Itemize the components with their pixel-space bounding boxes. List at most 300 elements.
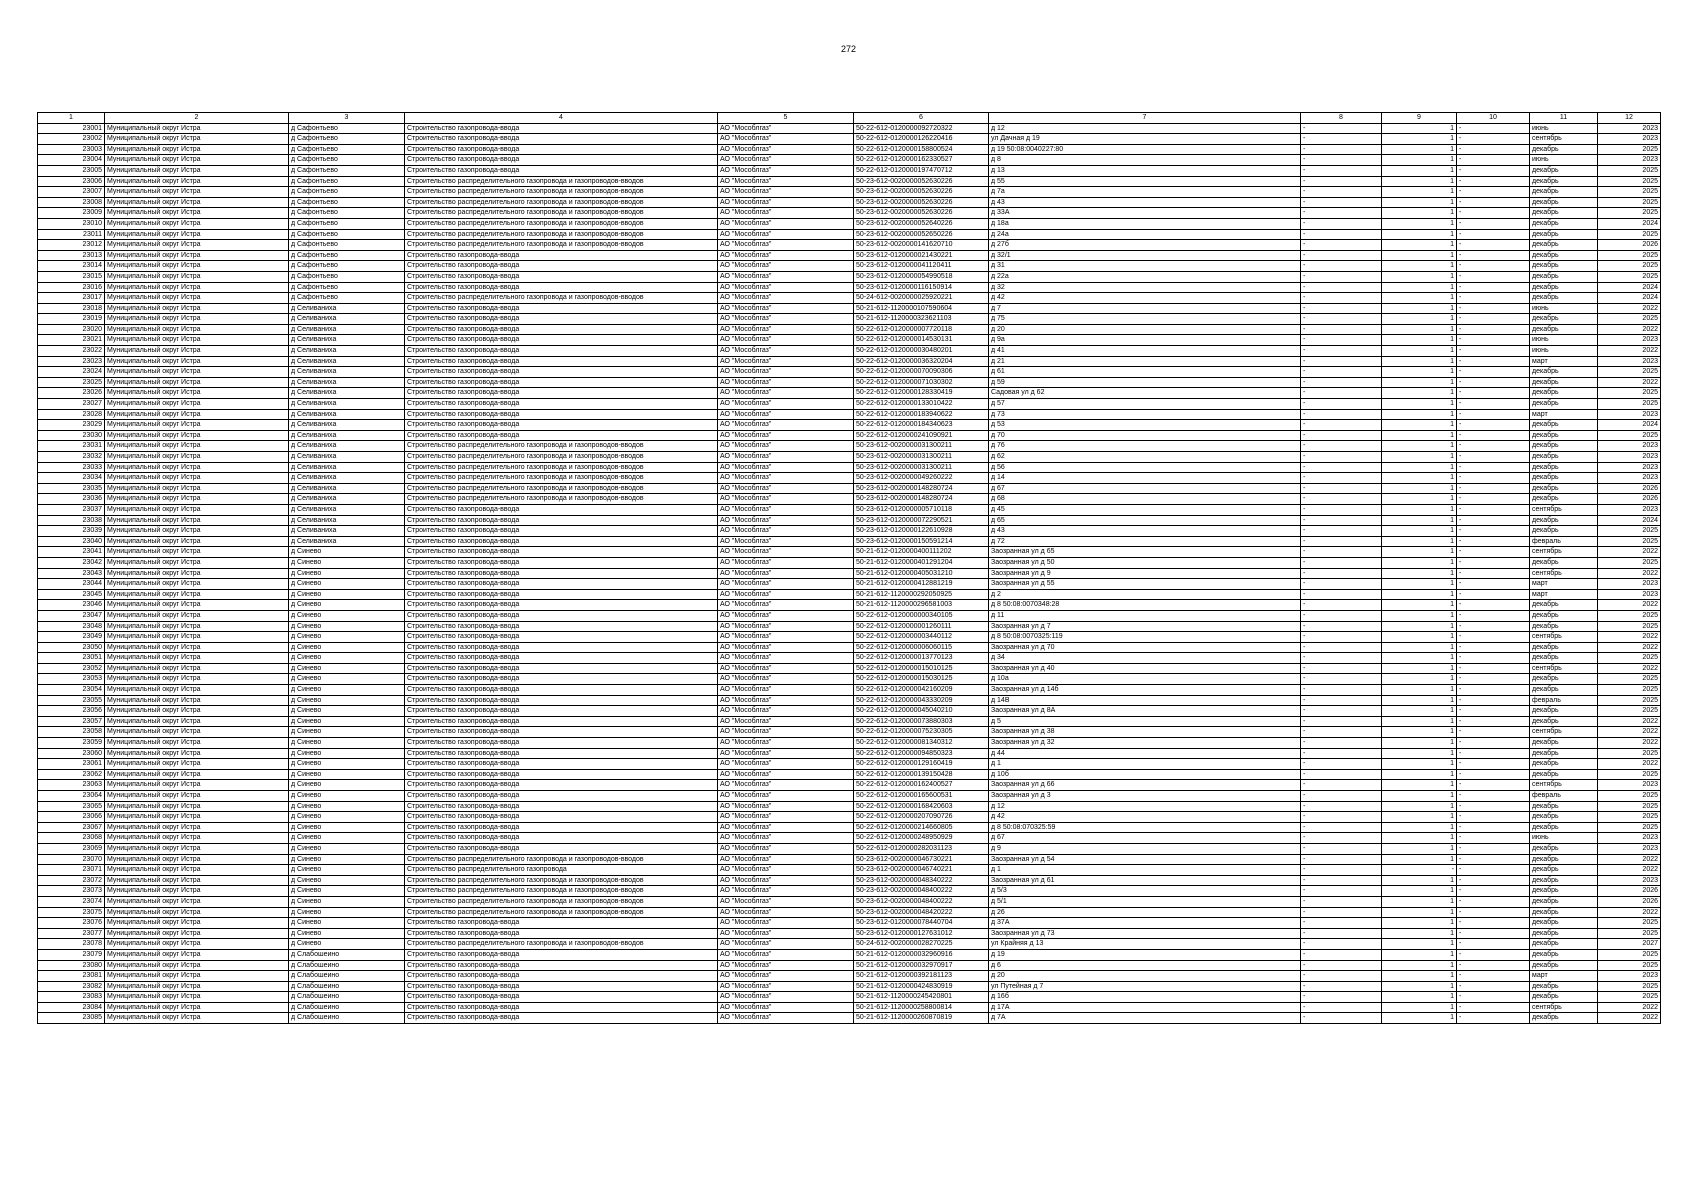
cell-settlement: д Сафонтьево — [289, 293, 405, 304]
cell-month: декабрь — [1530, 738, 1598, 749]
cell-month: декабрь — [1530, 896, 1598, 907]
cell-col-8: - — [1301, 960, 1382, 971]
cell-col-8: - — [1301, 229, 1382, 240]
cell-application-number: 50-23-612-0120000072290521 — [854, 515, 989, 526]
table-row — [38, 971, 1661, 982]
cell-municipality: Муниципальный округ Истра — [105, 240, 289, 251]
cell-col-8: - — [1301, 854, 1382, 865]
cell-work-type: Строительство газопровода-ввода — [405, 695, 718, 706]
cell-year: 2022 — [1598, 324, 1661, 335]
cell-settlement: д Сафонтьево — [289, 176, 405, 187]
cell-work-type: Строительство газопровода-ввода — [405, 282, 718, 293]
cell-municipality: Муниципальный округ Истра — [105, 473, 289, 484]
cell-address: д 42 — [989, 293, 1301, 304]
cell-count: 1 — [1382, 123, 1457, 134]
cell-municipality: Муниципальный округ Истра — [105, 303, 289, 314]
cell-application-number: 50-23-612-0020000052630226 — [854, 197, 989, 208]
cell-address: д 31 — [989, 261, 1301, 272]
cell-year: 2025 — [1598, 769, 1661, 780]
cell-col-10: - — [1457, 960, 1530, 971]
cell-col-8: - — [1301, 812, 1382, 823]
cell-month: декабрь — [1530, 621, 1598, 632]
cell-count: 1 — [1382, 134, 1457, 145]
cell-settlement: д Синево — [289, 791, 405, 802]
cell-year: 2025 — [1598, 388, 1661, 399]
cell-work-type: Строительство газопровода-ввода — [405, 324, 718, 335]
cell-col-8: - — [1301, 367, 1382, 378]
cell-count: 1 — [1382, 610, 1457, 621]
cell-address: Заозранная ул д 7 — [989, 621, 1301, 632]
table-row — [38, 218, 1661, 229]
cell-address: д 21 — [989, 356, 1301, 367]
cell-municipality: Муниципальный округ Истра — [105, 356, 289, 367]
cell-address: д 43 — [989, 526, 1301, 537]
cell-municipality: Муниципальный округ Истра — [105, 812, 289, 823]
cell-municipality: Муниципальный округ Истра — [105, 791, 289, 802]
cell-year: 2023 — [1598, 462, 1661, 473]
cell-year: 2022 — [1598, 727, 1661, 738]
cell-col-10: - — [1457, 356, 1530, 367]
cell-col-10: - — [1457, 208, 1530, 219]
cell-work-type: Строительство газопровода-ввода — [405, 515, 718, 526]
cell-month: декабрь — [1530, 208, 1598, 219]
cell-year: 2025 — [1598, 812, 1661, 823]
cell-col-10: - — [1457, 165, 1530, 176]
cell-month: февраль — [1530, 536, 1598, 547]
cell-work-type: Строительство газопровода-ввода — [405, 928, 718, 939]
cell-application-number: 50-22-612-0120000184340623 — [854, 420, 989, 431]
cell-settlement: д Синево — [289, 547, 405, 558]
cell-year: 2022 — [1598, 600, 1661, 611]
cell-address: д 32/1 — [989, 250, 1301, 261]
cell-organization: АО "Мособлгаз" — [718, 981, 854, 992]
cell-row-number: 23077 — [38, 928, 105, 939]
table-row — [38, 250, 1661, 261]
cell-work-type: Строительство газопровода-ввода — [405, 388, 718, 399]
cell-application-number: 50-21-612-1120000258800814 — [854, 1002, 989, 1013]
cell-col-10: - — [1457, 1002, 1530, 1013]
cell-municipality: Муниципальный округ Истра — [105, 886, 289, 897]
table-row — [38, 547, 1661, 558]
cell-row-number: 23006 — [38, 176, 105, 187]
cell-organization: АО "Мособлгаз" — [718, 123, 854, 134]
cell-application-number: 50-23-612-0020000148280724 — [854, 494, 989, 505]
cell-organization: АО "Мособлгаз" — [718, 610, 854, 621]
cell-organization: АО "Мособлгаз" — [718, 314, 854, 325]
cell-application-number: 50-21-612-0120000412881219 — [854, 579, 989, 590]
cell-row-number: 23011 — [38, 229, 105, 240]
cell-application-number: 50-23-612-0120000041120411 — [854, 261, 989, 272]
cell-row-number: 23041 — [38, 547, 105, 558]
cell-organization: АО "Мособлгаз" — [718, 335, 854, 346]
cell-row-number: 23013 — [38, 250, 105, 261]
cell-count: 1 — [1382, 738, 1457, 749]
cell-count: 1 — [1382, 399, 1457, 410]
table-row — [38, 1013, 1661, 1024]
cell-settlement: д Селиваниха — [289, 473, 405, 484]
cell-municipality: Муниципальный округ Истра — [105, 579, 289, 590]
cell-count: 1 — [1382, 536, 1457, 547]
cell-month: февраль — [1530, 791, 1598, 802]
cell-col-10: - — [1457, 822, 1530, 833]
cell-application-number: 50-23-612-0020000052630226 — [854, 208, 989, 219]
cell-work-type: Строительство распределительного газопровода и газопроводов-вводов — [405, 462, 718, 473]
table-row — [38, 409, 1661, 420]
cell-work-type: Строительство газопровода-ввода — [405, 526, 718, 537]
cell-row-number: 23061 — [38, 759, 105, 770]
cell-count: 1 — [1382, 833, 1457, 844]
cell-row-number: 23079 — [38, 949, 105, 960]
cell-col-8: - — [1301, 1002, 1382, 1013]
cell-year: 2025 — [1598, 526, 1661, 537]
cell-col-10: - — [1457, 663, 1530, 674]
cell-work-type: Строительство газопровода-ввода — [405, 600, 718, 611]
cell-application-number: 50-22-612-0120000071030302 — [854, 377, 989, 388]
cell-count: 1 — [1382, 1002, 1457, 1013]
register-table — [37, 112, 1661, 1024]
cell-row-number: 23052 — [38, 663, 105, 674]
cell-address: Заозранная ул д 54 — [989, 854, 1301, 865]
cell-organization: АО "Мособлгаз" — [718, 483, 854, 494]
cell-year: 2025 — [1598, 791, 1661, 802]
cell-work-type: Строительство газопровода-ввода — [405, 685, 718, 696]
cell-col-10: - — [1457, 250, 1530, 261]
cell-settlement: д Селиваниха — [289, 335, 405, 346]
cell-year: 2025 — [1598, 430, 1661, 441]
cell-application-number: 50-22-612-0120000183940622 — [854, 409, 989, 420]
cell-month: декабрь — [1530, 430, 1598, 441]
cell-work-type: Строительство распределительного газопровода и газопроводов-вводов — [405, 240, 718, 251]
cell-row-number: 23005 — [38, 165, 105, 176]
cell-col-8: - — [1301, 589, 1382, 600]
cell-application-number: 50-22-612-0120000241090921 — [854, 430, 989, 441]
cell-municipality: Муниципальный округ Истра — [105, 589, 289, 600]
cell-work-type: Строительство газопровода-ввода — [405, 822, 718, 833]
cell-count: 1 — [1382, 791, 1457, 802]
cell-work-type: Строительство газопровода-ввода — [405, 992, 718, 1003]
cell-settlement: д Синево — [289, 642, 405, 653]
cell-col-8: - — [1301, 303, 1382, 314]
cell-organization: АО "Мособлгаз" — [718, 324, 854, 335]
cell-count: 1 — [1382, 483, 1457, 494]
cell-row-number: 23026 — [38, 388, 105, 399]
cell-municipality: Муниципальный округ Истра — [105, 388, 289, 399]
cell-address: д 5/1 — [989, 896, 1301, 907]
cell-address: д 1 — [989, 759, 1301, 770]
cell-address: Заозранная ул д 50 — [989, 557, 1301, 568]
cell-col-8: - — [1301, 918, 1382, 929]
cell-year: 2022 — [1598, 854, 1661, 865]
cell-organization: АО "Мособлгаз" — [718, 144, 854, 155]
table-row — [38, 271, 1661, 282]
cell-col-10: - — [1457, 452, 1530, 463]
cell-year: 2023 — [1598, 780, 1661, 791]
cell-row-number: 23081 — [38, 971, 105, 982]
cell-application-number: 50-21-612-1120000292050925 — [854, 589, 989, 600]
cell-work-type: Строительство распределительного газопровода и газопроводов-вводов — [405, 187, 718, 198]
table-row — [38, 801, 1661, 812]
cell-count: 1 — [1382, 282, 1457, 293]
cell-year: 2025 — [1598, 981, 1661, 992]
cell-row-number: 23032 — [38, 452, 105, 463]
cell-work-type: Строительство распределительного газопровода и газопроводов-вводов — [405, 441, 718, 452]
cell-organization: АО "Мособлгаз" — [718, 293, 854, 304]
cell-application-number: 50-22-612-0120000214660805 — [854, 822, 989, 833]
cell-organization: АО "Мособлгаз" — [718, 600, 854, 611]
cell-work-type: Строительство распределительного газопровода и газопроводов-вводов — [405, 218, 718, 229]
cell-organization: АО "Мособлгаз" — [718, 685, 854, 696]
cell-month: декабрь — [1530, 388, 1598, 399]
cell-row-number: 23068 — [38, 833, 105, 844]
cell-municipality: Муниципальный округ Истра — [105, 769, 289, 780]
cell-month: декабрь — [1530, 144, 1598, 155]
cell-col-8: - — [1301, 939, 1382, 950]
cell-work-type: Строительство распределительного газопровода и газопроводов-вводов — [405, 452, 718, 463]
cell-organization: АО "Мособлгаз" — [718, 165, 854, 176]
cell-year: 2023 — [1598, 504, 1661, 515]
cell-month: март — [1530, 579, 1598, 590]
cell-application-number: 50-22-612-0120000162330527 — [854, 155, 989, 166]
cell-settlement: д Селиваниха — [289, 462, 405, 473]
cell-col-10: - — [1457, 409, 1530, 420]
cell-month: декабрь — [1530, 1013, 1598, 1024]
cell-month: декабрь — [1530, 494, 1598, 505]
cell-application-number: 50-22-612-0120000015010125 — [854, 663, 989, 674]
cell-row-number: 23058 — [38, 727, 105, 738]
cell-work-type: Строительство газопровода-ввода — [405, 663, 718, 674]
cell-settlement: д Сафонтьево — [289, 229, 405, 240]
cell-col-10: - — [1457, 176, 1530, 187]
cell-month: декабрь — [1530, 557, 1598, 568]
cell-settlement: д Синево — [289, 716, 405, 727]
cell-row-number: 23045 — [38, 589, 105, 600]
cell-year: 2022 — [1598, 716, 1661, 727]
cell-col-10: - — [1457, 557, 1530, 568]
cell-application-number: 50-22-612-0120000036320204 — [854, 356, 989, 367]
cell-col-10: - — [1457, 430, 1530, 441]
cell-application-number: 50-21-612-0120000400111202 — [854, 547, 989, 558]
cell-address: д 70 — [989, 430, 1301, 441]
cell-row-number: 23012 — [38, 240, 105, 251]
cell-count: 1 — [1382, 875, 1457, 886]
cell-year: 2026 — [1598, 896, 1661, 907]
cell-address: д 1 — [989, 865, 1301, 876]
cell-address: д 34 — [989, 653, 1301, 664]
cell-address: Заозранная ул д 65 — [989, 547, 1301, 558]
cell-col-10: - — [1457, 462, 1530, 473]
cell-year: 2023 — [1598, 155, 1661, 166]
cell-count: 1 — [1382, 918, 1457, 929]
cell-count: 1 — [1382, 589, 1457, 600]
cell-col-8: - — [1301, 399, 1382, 410]
cell-settlement: д Синево — [289, 875, 405, 886]
cell-row-number: 23049 — [38, 632, 105, 643]
cell-col-10: - — [1457, 971, 1530, 982]
cell-col-10: - — [1457, 536, 1530, 547]
cell-organization: АО "Мособлгаз" — [718, 589, 854, 600]
table-row — [38, 738, 1661, 749]
cell-col-10: - — [1457, 547, 1530, 558]
cell-organization: АО "Мособлгаз" — [718, 250, 854, 261]
cell-year: 2022 — [1598, 547, 1661, 558]
cell-col-10: - — [1457, 843, 1530, 854]
cell-col-8: - — [1301, 356, 1382, 367]
table-row — [38, 992, 1661, 1003]
cell-month: июнь — [1530, 346, 1598, 357]
cell-address: д 61 — [989, 367, 1301, 378]
cell-month: декабрь — [1530, 748, 1598, 759]
cell-work-type: Строительство газопровода-ввода — [405, 399, 718, 410]
cell-application-number: 50-21-612-1120000323621103 — [854, 314, 989, 325]
cell-organization: АО "Мособлгаз" — [718, 303, 854, 314]
cell-organization: АО "Мособлгаз" — [718, 1002, 854, 1013]
cell-month: декабрь — [1530, 928, 1598, 939]
cell-month: декабрь — [1530, 949, 1598, 960]
cell-address: Заозранная ул д 3 — [989, 791, 1301, 802]
cell-col-10: - — [1457, 293, 1530, 304]
cell-year: 2023 — [1598, 123, 1661, 134]
cell-col-8: - — [1301, 335, 1382, 346]
cell-municipality: Муниципальный округ Истра — [105, 600, 289, 611]
cell-settlement: д Селиваниха — [289, 324, 405, 335]
cell-col-10: - — [1457, 992, 1530, 1003]
cell-settlement: д Синево — [289, 653, 405, 664]
cell-col-10: - — [1457, 483, 1530, 494]
cell-col-10: - — [1457, 674, 1530, 685]
cell-application-number: 50-22-612-0120000015030125 — [854, 674, 989, 685]
col-header-4: 4 — [405, 113, 718, 124]
cell-settlement: д Селиваниха — [289, 377, 405, 388]
cell-application-number: 50-22-612-0120000248950929 — [854, 833, 989, 844]
cell-month: декабрь — [1530, 229, 1598, 240]
cell-application-number: 50-22-612-0120000162400527 — [854, 780, 989, 791]
cell-col-10: - — [1457, 610, 1530, 621]
cell-settlement: д Слабошеино — [289, 1002, 405, 1013]
cell-col-8: - — [1301, 695, 1382, 706]
cell-count: 1 — [1382, 801, 1457, 812]
cell-col-8: - — [1301, 928, 1382, 939]
cell-address: д 18а — [989, 218, 1301, 229]
cell-settlement: д Синево — [289, 833, 405, 844]
cell-row-number: 23031 — [38, 441, 105, 452]
table-row — [38, 653, 1661, 664]
cell-year: 2023 — [1598, 441, 1661, 452]
cell-work-type: Строительство распределительного газопровода и газопроводов-вводов — [405, 473, 718, 484]
cell-organization: АО "Мособлгаз" — [718, 865, 854, 876]
cell-col-10: - — [1457, 494, 1530, 505]
cell-settlement: д Синево — [289, 621, 405, 632]
cell-month: декабрь — [1530, 399, 1598, 410]
cell-settlement: д Синево — [289, 727, 405, 738]
cell-address: д 53 — [989, 420, 1301, 431]
cell-application-number: 50-24-612-0020000025920221 — [854, 293, 989, 304]
page-number: 272 — [840, 44, 857, 54]
cell-municipality: Муниципальный округ Истра — [105, 218, 289, 229]
cell-row-number: 23019 — [38, 314, 105, 325]
cell-count: 1 — [1382, 547, 1457, 558]
cell-col-8: - — [1301, 420, 1382, 431]
cell-settlement: д Сафонтьево — [289, 261, 405, 272]
cell-organization: АО "Мособлгаз" — [718, 515, 854, 526]
cell-work-type: Строительство распределительного газопровода и газопроводов-вводов — [405, 176, 718, 187]
cell-address: д 59 — [989, 377, 1301, 388]
cell-row-number: 23067 — [38, 822, 105, 833]
cell-month: декабрь — [1530, 261, 1598, 272]
cell-application-number: 50-23-612-0020000048420222 — [854, 907, 989, 918]
cell-year: 2022 — [1598, 568, 1661, 579]
cell-month: сентябрь — [1530, 547, 1598, 558]
cell-col-10: - — [1457, 123, 1530, 134]
cell-month: декабрь — [1530, 674, 1598, 685]
cell-municipality: Муниципальный округ Истра — [105, 155, 289, 166]
cell-count: 1 — [1382, 653, 1457, 664]
cell-address: д 6 — [989, 960, 1301, 971]
cell-work-type: Строительство распределительного газопровода и газопроводов-вводов — [405, 896, 718, 907]
cell-application-number: 50-22-612-0120000030480201 — [854, 346, 989, 357]
cell-month: сентябрь — [1530, 632, 1598, 643]
cell-work-type: Строительство газопровода-ввода — [405, 303, 718, 314]
cell-address: д 16б — [989, 992, 1301, 1003]
table-row — [38, 589, 1661, 600]
cell-row-number: 23046 — [38, 600, 105, 611]
cell-row-number: 23022 — [38, 346, 105, 357]
table-row — [38, 494, 1661, 505]
cell-col-8: - — [1301, 1013, 1382, 1024]
cell-settlement: д Селиваниха — [289, 536, 405, 547]
cell-municipality: Муниципальный округ Истра — [105, 367, 289, 378]
cell-settlement: д Синево — [289, 939, 405, 950]
cell-municipality: Муниципальный округ Истра — [105, 165, 289, 176]
cell-organization: АО "Мособлгаз" — [718, 197, 854, 208]
cell-settlement: д Селиваниха — [289, 452, 405, 463]
cell-organization: АО "Мособлгаз" — [718, 674, 854, 685]
cell-count: 1 — [1382, 144, 1457, 155]
cell-organization: АО "Мособлгаз" — [718, 939, 854, 950]
cell-settlement: д Слабошеино — [289, 971, 405, 982]
cell-col-8: - — [1301, 706, 1382, 717]
cell-work-type: Строительство газопровода-ввода — [405, 1013, 718, 1024]
cell-col-8: - — [1301, 377, 1382, 388]
cell-organization: АО "Мособлгаз" — [718, 843, 854, 854]
table-row — [38, 642, 1661, 653]
cell-municipality: Муниципальный округ Истра — [105, 526, 289, 537]
cell-work-type: Строительство газопровода-ввода — [405, 568, 718, 579]
cell-application-number: 50-22-612-0120000013770123 — [854, 653, 989, 664]
cell-settlement: д Синево — [289, 780, 405, 791]
cell-year: 2025 — [1598, 992, 1661, 1003]
cell-work-type: Строительство газопровода-ввода — [405, 632, 718, 643]
cell-count: 1 — [1382, 240, 1457, 251]
table-row — [38, 896, 1661, 907]
cell-col-10: - — [1457, 621, 1530, 632]
cell-count: 1 — [1382, 314, 1457, 325]
cell-work-type: Строительство газопровода-ввода — [405, 314, 718, 325]
cell-month: декабрь — [1530, 822, 1598, 833]
cell-application-number: 50-23-612-0020000048400222 — [854, 886, 989, 897]
cell-col-8: - — [1301, 557, 1382, 568]
cell-municipality: Муниципальный округ Истра — [105, 695, 289, 706]
cell-settlement: д Селиваниха — [289, 356, 405, 367]
cell-month: декабрь — [1530, 420, 1598, 431]
cell-count: 1 — [1382, 632, 1457, 643]
cell-col-8: - — [1301, 462, 1382, 473]
cell-count: 1 — [1382, 409, 1457, 420]
cell-application-number: 50-23-612-0020000031300211 — [854, 452, 989, 463]
cell-col-8: - — [1301, 685, 1382, 696]
cell-settlement: д Селиваниха — [289, 494, 405, 505]
cell-work-type: Строительство газопровода-ввода — [405, 949, 718, 960]
cell-col-10: - — [1457, 791, 1530, 802]
